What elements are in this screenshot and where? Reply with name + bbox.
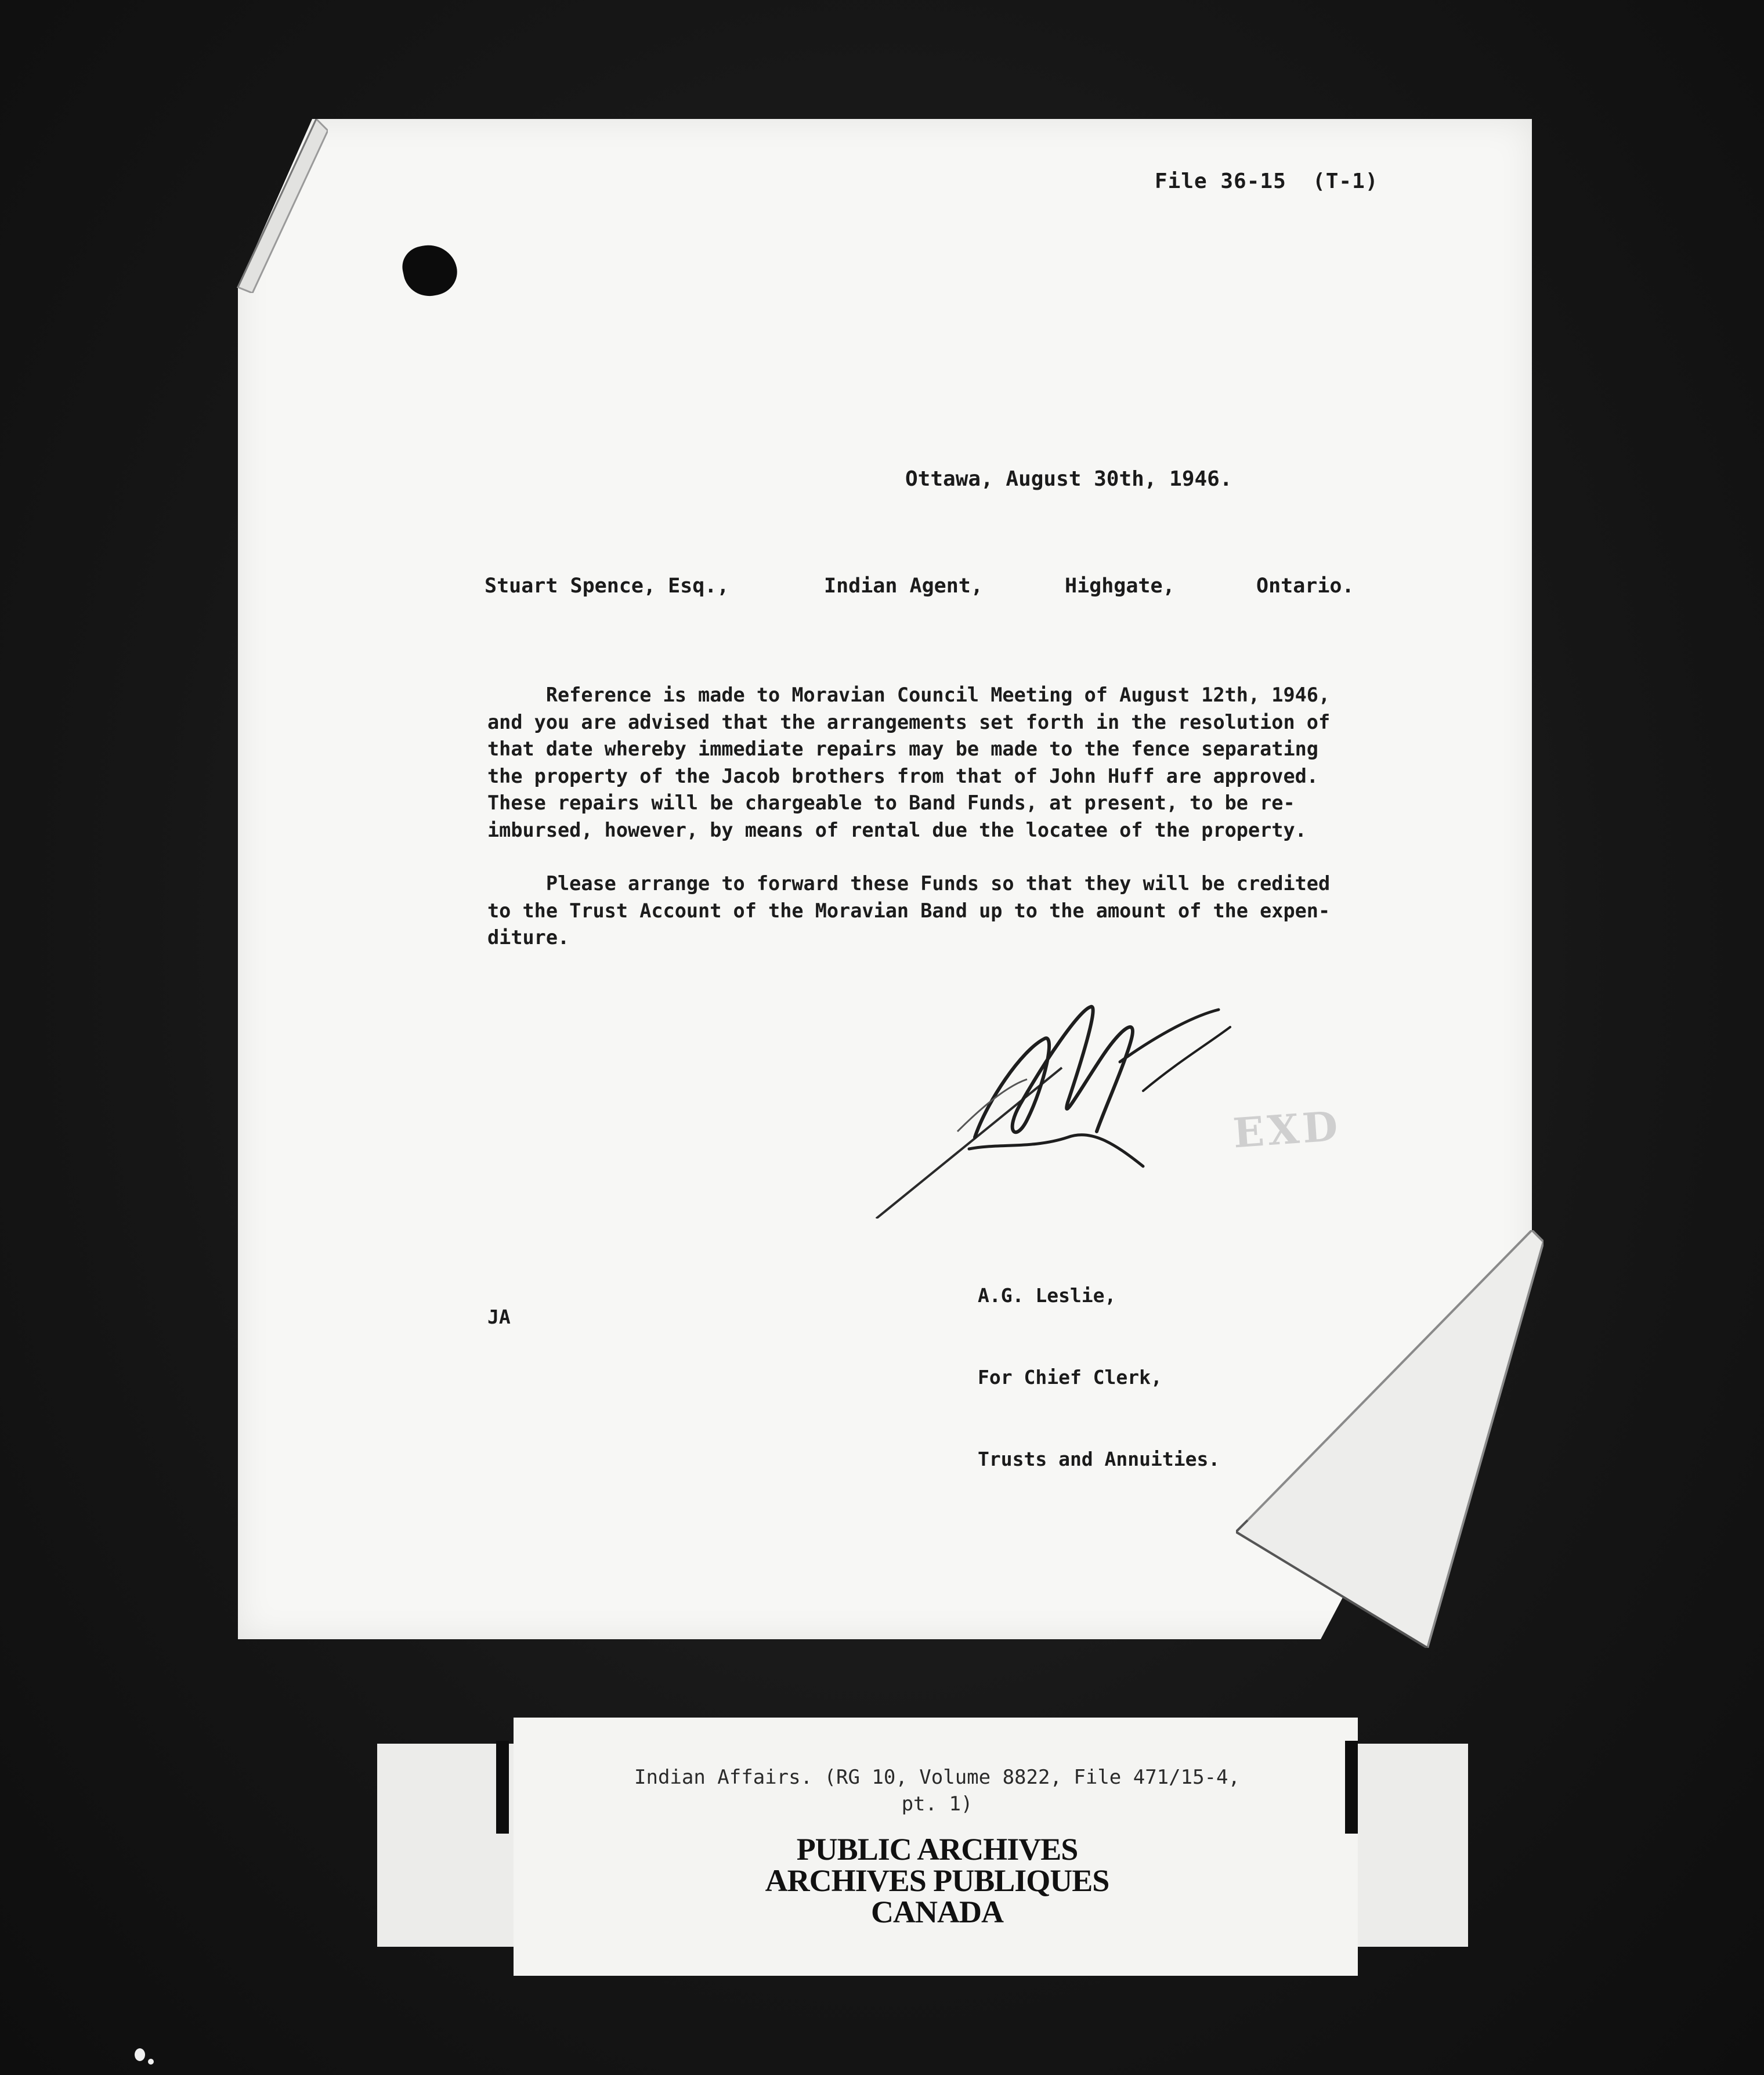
folded-corner-top-left [229,119,328,293]
body-paragraph-1 [487,682,1468,844]
signatory-name: A.G. Leslie, [978,1284,1116,1307]
body-line: and you are advised that the arrangements set forth in the resolution of [487,710,1331,733]
archives-name-line: ARCHIVES PUBLIQUES [765,1863,1109,1898]
signatory-role: For Chief Clerk, [978,1366,1162,1389]
citation-line: Indian Affairs. (RG 10, Volume 8822, File 471/15-4, [634,1766,1240,1789]
body-line: These repairs will be chargeable to Band Funds, at present, to be re- [487,791,1295,814]
recipient-address [485,574,1378,691]
body-line: that date whereby immediate repairs may be made to the fence separating [487,738,1318,760]
archives-name [525,1834,1349,1928]
label-tab-left [496,1741,509,1834]
body-line: imbursed, however, by means of rental due the locatee of the property. [487,818,1307,841]
faded-stamp: EXD [1231,1101,1343,1158]
body-line: to the Trust Account of the Moravian Band up to the amount of the expen- [487,899,1331,922]
body-line: the property of the Jacob brothers from that of John Huff are approved. [487,764,1318,787]
body-line: Please arrange to forward these Funds so that they will be credited [487,872,1331,895]
archive-citation [525,1764,1349,1817]
body-line: diture. [487,926,570,949]
archives-name-line: CANADA [871,1895,1003,1929]
date-line: Ottawa, August 30th, 1946. [905,467,1232,491]
film-speck [135,2048,145,2061]
body-paragraph-2 [487,870,1468,952]
folded-corner-bottom-right [1236,1230,1544,1648]
citation-line: pt. 1) [901,1792,973,1816]
signature-block [978,1227,1220,1500]
recipient-province: Ontario. [1256,574,1354,598]
file-reference: File 36-15 (T-1) [1155,169,1379,193]
archives-name-line: PUBLIC ARCHIVES [796,1832,1078,1867]
film-speck [148,2059,154,2065]
recipient-city: Highgate, [1065,574,1175,598]
recipient-name: Stuart Spence, Esq., [485,574,729,598]
recipient-title: Indian Agent, [824,574,983,598]
signatory-department: Trusts and Annuities. [978,1448,1220,1470]
body-line: Reference is made to Moravian Council Meeting of August 12th, 1946, [487,684,1331,706]
typist-initials: JA [487,1306,511,1328]
